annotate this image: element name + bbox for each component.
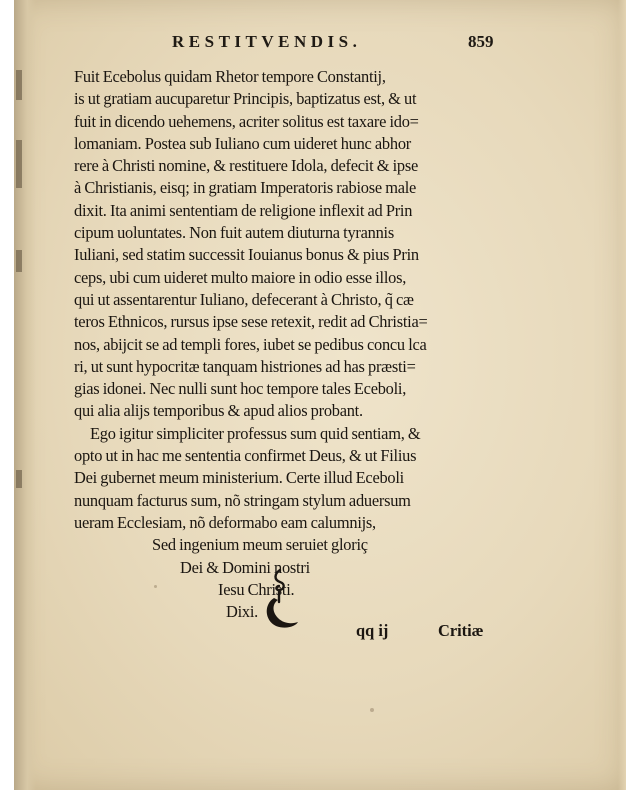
text-line: nos, abijcit se ad templi fores, iubet se pedibus concu lca: [74, 334, 427, 354]
text-line: opto ut in hac me sententia confirmet Deus, & ut Filius: [74, 446, 417, 466]
paper-speck: [370, 708, 374, 712]
gutter-stain: [16, 470, 22, 488]
catchword: Critiæ: [438, 621, 484, 640]
closing-line: Dei & Domini nostri: [180, 557, 310, 577]
text-line: is ut gratiam aucuparetur Principis, baptizatus est, & ut: [74, 89, 417, 109]
text-line: ri, ut sunt hypocritæ tanquam histriones ad has præsti=: [74, 356, 416, 376]
closing-line: Sed ingenium meum seruiet gloriç: [152, 535, 368, 555]
page-number: 859: [468, 32, 494, 51]
text-line: lomaniam. Postea sub Iuliano cum uideret hunc abhor: [74, 133, 411, 153]
text-line: ceps, ubi cum uideret multo maiore in odio esse illos,: [74, 267, 407, 287]
closing-line: Iesu Christi.: [218, 579, 295, 599]
gutter-stain: [16, 70, 22, 100]
text-line: Ego igitur simpliciter professus sum quid sentiam, &: [90, 423, 421, 443]
text-line: gias idonei. Nec nulli sunt hoc tempore tales Eceboli,: [74, 379, 407, 399]
page-header: [0, 32, 630, 62]
closing-line: Dixi.: [226, 602, 258, 622]
gutter-stain: [16, 140, 22, 188]
binding-gutter: [14, 0, 36, 790]
body-text: [74, 66, 514, 623]
text-line: Iuliani, sed statim successit Iouianus bonus & pius Prin: [74, 245, 419, 265]
text-line: teros Ethnicos, rursus ipse sese retexit, redit ad Christia=: [74, 312, 428, 332]
text-line: Fuit Ecebolus quidam Rhetor tempore Constantij,: [74, 67, 386, 86]
text-line: Dei gubernet meum ministerium. Certe illud Eceboli: [74, 468, 404, 488]
text-line: dixit. Ita animi sententiam de religione inflexit ad Prin: [74, 200, 413, 220]
text-line: nunquam facturus sum, nõ stringam stylum aduersum: [74, 490, 411, 510]
printer-ornament-icon: [258, 568, 302, 630]
text-line: qui alia alijs temporibus & apud alios probant.: [74, 401, 363, 421]
running-head: RESTITVENDIS.: [172, 32, 362, 51]
text-line: ueram Ecclesiam, nõ deformabo eam calumnijs,: [74, 512, 376, 532]
gutter-stain: [16, 250, 22, 272]
signature-mark: qq ij: [356, 621, 389, 640]
text-line: rere à Christi nomine, & restituere Idola, defecit & ipse: [74, 156, 418, 176]
text-line: qui ut assentarentur Iuliano, defecerant à Christo, q̃ cæ: [74, 289, 414, 309]
text-line: à Christianis, eisq; in gratiam Imperatoris rabiose male: [74, 178, 417, 198]
page-edge: [618, 0, 626, 790]
text-line: fuit in dicendo uehemens, acriter solitus est taxare ido=: [74, 111, 419, 131]
text-line: cipum uoluntates. Non fuit autem diuturna tyrannis: [74, 223, 394, 243]
